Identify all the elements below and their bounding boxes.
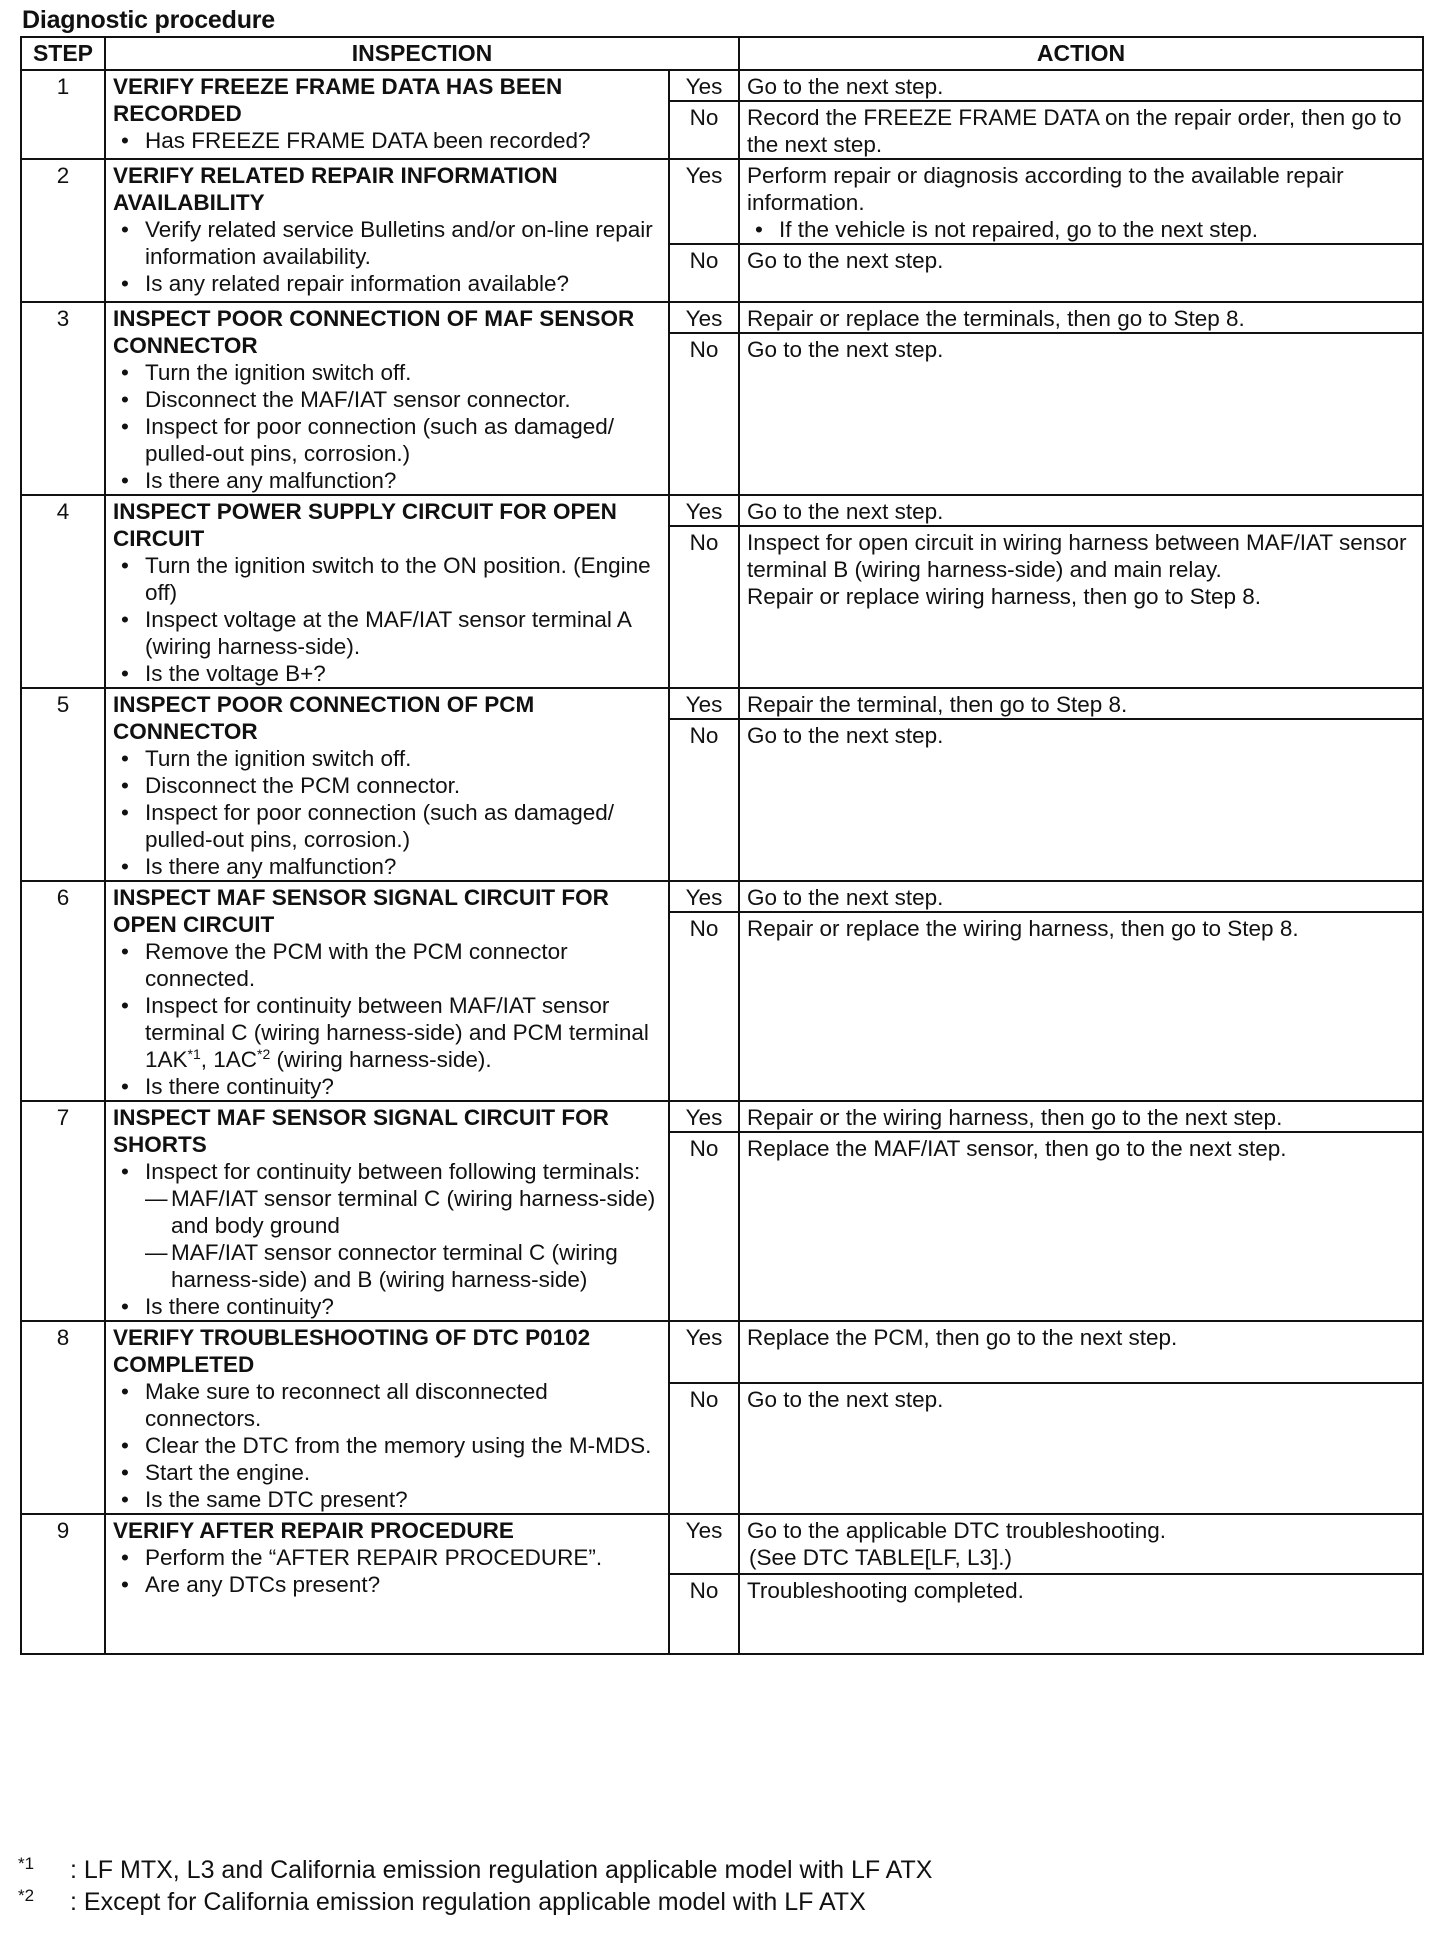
no-label: No xyxy=(669,244,739,302)
bullet-item: • Disconnect the MAF/IAT sensor connector. xyxy=(145,386,661,413)
no-label: No xyxy=(669,912,739,1101)
bullet-item xyxy=(145,1158,661,1293)
bullet-item xyxy=(145,992,661,1073)
no-label: No xyxy=(669,333,739,495)
yes-action: Go to the next step. xyxy=(739,881,1423,912)
no-label: No xyxy=(669,719,739,881)
no-action: Repair or replace the wiring harness, then go to Step 8. xyxy=(739,912,1423,1101)
step-bullets xyxy=(113,1544,661,1598)
footnote-ref-2: *2 xyxy=(257,1046,271,1062)
step-inspection xyxy=(105,495,669,688)
step-title: INSPECT POOR CONNECTION OF PCM CONNECTOR xyxy=(113,692,535,744)
no-action-text-2: Repair or replace wiring harness, then go to Step 8. xyxy=(747,584,1262,609)
no-action: Record the FREEZE FRAME DATA on the repair order, then go to the next step. xyxy=(739,101,1423,159)
bullet-item: • Remove the PCM with the PCM connector connected. xyxy=(145,938,661,992)
bullet-item: • Has FREEZE FRAME DATA been recorded? xyxy=(145,127,661,154)
step-title: INSPECT MAF SENSOR SIGNAL CIRCUIT FOR OPEN CIRCUIT xyxy=(113,885,609,937)
step-1-yes-row xyxy=(21,70,1423,101)
step-number: 1 xyxy=(21,70,105,159)
step-inspection xyxy=(105,688,669,881)
diagnostic-table xyxy=(20,36,1424,1655)
bullet-item: • Is any related repair information available? xyxy=(145,270,661,297)
step-title: INSPECT POOR CONNECTION OF MAF SENSOR CONNECTOR xyxy=(113,306,635,358)
sub-item: — MAF/IAT sensor terminal C (wiring harness-side) and body ground xyxy=(145,1185,661,1239)
step-bullets xyxy=(113,1378,661,1513)
bullet-item: • Is the same DTC present? xyxy=(145,1486,661,1513)
step-number: 3 xyxy=(21,302,105,495)
step-inspection xyxy=(105,302,669,495)
step-number: 7 xyxy=(21,1101,105,1321)
no-action: Go to the next step. xyxy=(739,333,1423,495)
step-8-yes-row xyxy=(21,1321,1423,1383)
footnote-text: : Except for California emission regulation applicable model with LF ATX xyxy=(70,1888,866,1916)
step-7-yes-row xyxy=(21,1101,1423,1132)
bullet-item: • Disconnect the PCM connector. xyxy=(145,772,661,799)
no-label: No xyxy=(669,101,739,159)
no-action: Go to the next step. xyxy=(739,244,1423,302)
footnote-mark: *1 xyxy=(18,1854,35,1873)
step-title: INSPECT POWER SUPPLY CIRCUIT FOR OPEN CIRCUIT xyxy=(113,499,617,551)
yes-label: Yes xyxy=(669,1514,739,1574)
no-action-text: Inspect for open circuit in wiring harness between MAF/IAT sensor terminal B (wiring harness-side) and main relay. xyxy=(747,530,1407,582)
step-title: VERIFY FREEZE FRAME DATA HAS BEEN RECORDED xyxy=(113,74,563,126)
yes-action-text: Perform repair or diagnosis according to the available repair information. xyxy=(747,163,1344,215)
step-title: VERIFY TROUBLESHOOTING OF DTC P0102 COMPLETED xyxy=(113,1325,591,1377)
step-number: 8 xyxy=(21,1321,105,1514)
step-inspection xyxy=(105,1321,669,1514)
bullet-text: , 1AC xyxy=(200,1047,258,1072)
bullet-item: • Turn the ignition switch off. xyxy=(145,745,661,772)
step-6-yes-row xyxy=(21,881,1423,912)
footnote-ref-1: *1 xyxy=(187,1046,201,1062)
header-step: STEP xyxy=(21,37,105,70)
yes-label: Yes xyxy=(669,1321,739,1383)
step-number: 9 xyxy=(21,1514,105,1654)
no-label: No xyxy=(669,1383,739,1514)
bullet-item: • Is there any malfunction? xyxy=(145,467,661,494)
yes-label: Yes xyxy=(669,688,739,719)
bullet-text: • Inspect for continuity between following terminals: xyxy=(145,1159,641,1184)
bullet-item: • Are any DTCs present? xyxy=(145,1571,661,1598)
no-action: Go to the next step. xyxy=(739,1383,1423,1514)
yes-label: Yes xyxy=(669,881,739,912)
yes-action-bullets xyxy=(747,216,1415,243)
step-9-yes-row xyxy=(21,1514,1423,1574)
bullet-text: Inspect for continuity between MAF/IAT sensor terminal C (wiring harness-side) and PCM terminal 1AK xyxy=(145,993,649,1072)
yes-action xyxy=(739,1514,1423,1574)
step-inspection xyxy=(105,159,669,302)
step-number: 2 xyxy=(21,159,105,302)
footnote-2 xyxy=(18,1886,932,1918)
bullet-item: • Is there continuity? xyxy=(145,1293,661,1320)
step-number: 5 xyxy=(21,688,105,881)
yes-action-text-2: (See DTC TABLE[LF, L3].) xyxy=(749,1545,1013,1570)
step-bullets xyxy=(113,552,661,687)
step-5-yes-row xyxy=(21,688,1423,719)
no-label: No xyxy=(669,1574,739,1654)
step-4-yes-row xyxy=(21,495,1423,526)
footnote-1 xyxy=(18,1854,932,1886)
step-title: INSPECT MAF SENSOR SIGNAL CIRCUIT FOR SHORTS xyxy=(113,1105,609,1157)
step-bullets xyxy=(113,1158,661,1320)
bullet-item: • Inspect for poor connection (such as damaged/ pulled-out pins, corrosion.) xyxy=(145,413,661,467)
step-inspection xyxy=(105,1514,669,1654)
footnote-mark: *2 xyxy=(18,1886,35,1905)
step-2-yes-row xyxy=(21,159,1423,244)
step-bullets xyxy=(113,359,661,494)
bullet-item: • Inspect for poor connection (such as damaged/ pulled-out pins, corrosion.) xyxy=(145,799,661,853)
yes-label: Yes xyxy=(669,302,739,333)
step-bullets xyxy=(113,216,661,297)
no-action: Troubleshooting completed. xyxy=(739,1574,1423,1654)
step-bullets xyxy=(113,938,661,1100)
yes-label: Yes xyxy=(669,1101,739,1132)
step-title: VERIFY RELATED REPAIR INFORMATION AVAILABILITY xyxy=(113,163,558,215)
bullet-item: • Perform the “AFTER REPAIR PROCEDURE”. xyxy=(145,1544,661,1571)
yes-action: Go to the next step. xyxy=(739,495,1423,526)
bullet-item: • Is there continuity? xyxy=(145,1073,661,1100)
page-title: Diagnostic procedure xyxy=(22,6,275,34)
step-inspection xyxy=(105,70,669,159)
yes-action: Repair or the wiring harness, then go to the next step. xyxy=(739,1101,1423,1132)
step-3-yes-row xyxy=(21,302,1423,333)
no-action: Replace the MAF/IAT sensor, then go to the next step. xyxy=(739,1132,1423,1321)
step-inspection xyxy=(105,881,669,1101)
yes-label: Yes xyxy=(669,70,739,101)
header-inspection: INSPECTION xyxy=(105,37,739,70)
bullet-text: (wiring harness-side). xyxy=(270,1047,492,1072)
yes-action xyxy=(739,159,1423,244)
yes-action-text: Go to the applicable DTC troubleshooting. xyxy=(747,1518,1167,1543)
yes-label: Yes xyxy=(669,495,739,526)
step-bullets xyxy=(113,127,661,154)
bullet-item: • Inspect voltage at the MAF/IAT sensor terminal A (wiring harness-side). xyxy=(145,606,661,660)
header-action: ACTION xyxy=(739,37,1423,70)
bullet-item: • If the vehicle is not repaired, go to the next step. xyxy=(779,216,1415,243)
footnote-text: : LF MTX, L3 and California emission regulation applicable model with LF ATX xyxy=(70,1856,933,1884)
bullet-item: • Turn the ignition switch to the ON position. (Engine off) xyxy=(145,552,661,606)
no-action: Go to the next step. xyxy=(739,719,1423,881)
no-action xyxy=(739,526,1423,688)
bullet-item: • Verify related service Bulletins and/or on-line repair information availability. xyxy=(145,216,661,270)
step-number: 6 xyxy=(21,881,105,1101)
yes-action: Replace the PCM, then go to the next step. xyxy=(739,1321,1423,1383)
bullet-item: • Make sure to reconnect all disconnected connectors. xyxy=(145,1378,661,1432)
step-bullets xyxy=(113,745,661,880)
yes-action: Repair or replace the terminals, then go to Step 8. xyxy=(739,302,1423,333)
step-number: 4 xyxy=(21,495,105,688)
yes-action: Repair the terminal, then go to Step 8. xyxy=(739,688,1423,719)
bullet-item: • Is the voltage B+? xyxy=(145,660,661,687)
sub-item: — MAF/IAT sensor connector terminal C (wiring harness-side) and B (wiring harness-side) xyxy=(145,1239,661,1293)
yes-action: Go to the next step. xyxy=(739,70,1423,101)
table-header-row xyxy=(21,37,1423,70)
footnotes xyxy=(18,1854,932,1918)
bullet-item: • Turn the ignition switch off. xyxy=(145,359,661,386)
step-title: VERIFY AFTER REPAIR PROCEDURE xyxy=(113,1518,514,1543)
no-label: No xyxy=(669,526,739,688)
bullet-item: • Start the engine. xyxy=(145,1459,661,1486)
step-inspection xyxy=(105,1101,669,1321)
bullet-item: • Is there any malfunction? xyxy=(145,853,661,880)
yes-label: Yes xyxy=(669,159,739,244)
no-label: No xyxy=(669,1132,739,1321)
bullet-item: • Clear the DTC from the memory using the M-MDS. xyxy=(145,1432,661,1459)
